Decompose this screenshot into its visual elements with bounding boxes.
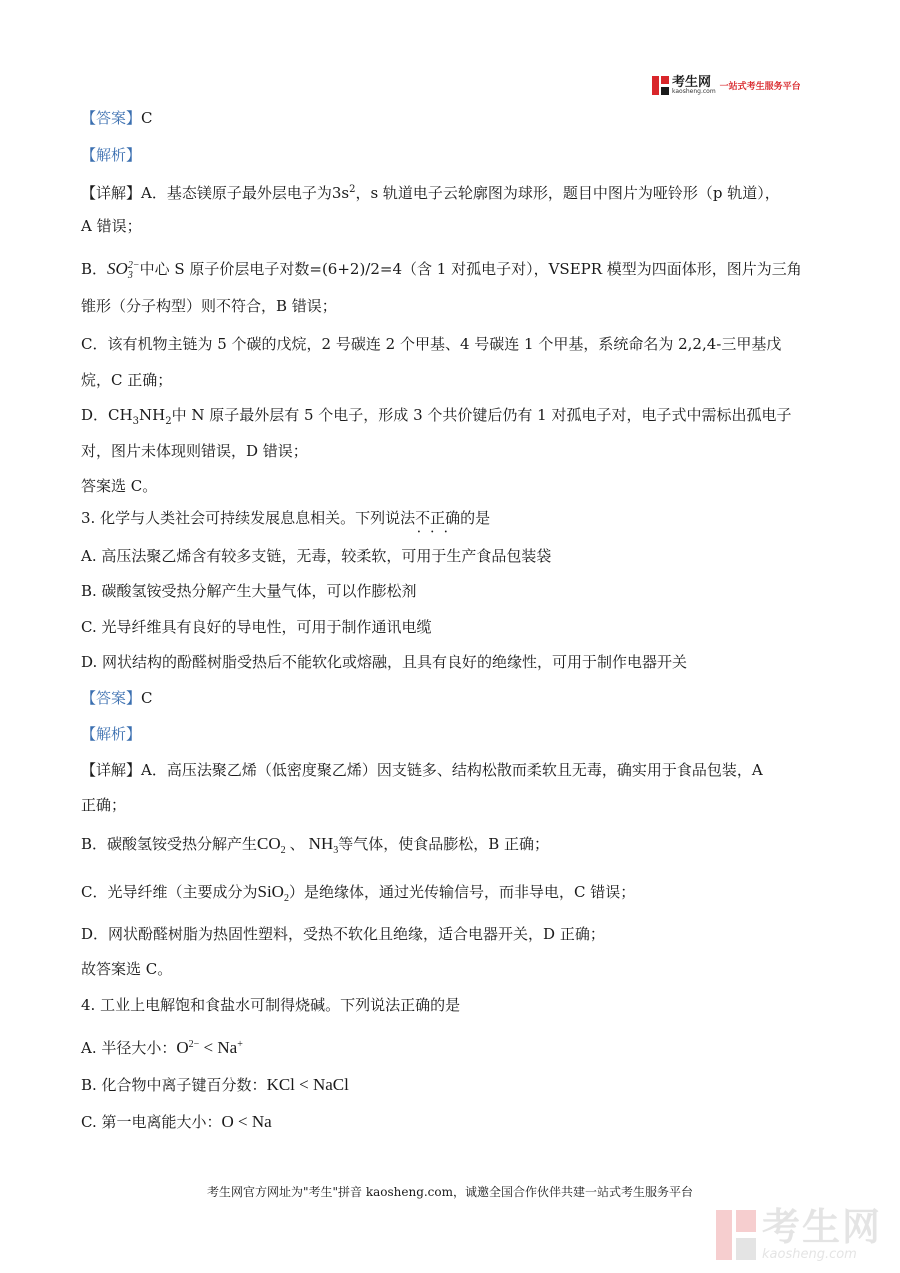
watermark <box>716 1207 882 1262</box>
q3-answer-line: 【答案】C <box>81 689 153 707</box>
answer-value: C <box>141 109 153 127</box>
q3-option-d: D. 网状结构的酚醛树脂受热后不能软化或熔融，且具有良好的绝缘性，可用于制作电器开关 <box>81 653 688 671</box>
detail-tag: 【详解】 <box>81 184 142 202</box>
q2-detail-b-line1: B．$SO_3^{2-}$中心 S 原子价层电子对数=(6+2)/2=4（含 1 对孤电子对），VSEPR 模型为四面体形，图片为三角 <box>81 259 802 281</box>
logo-mark-icon <box>652 76 669 95</box>
q2-detail-a-line1: 【详解】A．基态镁原子最外层电子为$3s^2$，s 轨道电子云轮廓图为球形，题目中图片为哑铃形（p 轨道）， <box>81 184 780 202</box>
q4-option-a: A. 半径大小：$O^{2-} < Na^+$ <box>81 1038 243 1057</box>
logo-name: 考生网 <box>672 75 712 90</box>
footer-text: 考生网官方网址为"考生"拼音 kaosheng.com，诚邀全国合作伙伴共建一站式考生服务平台 <box>206 1185 694 1199</box>
analysis-tag: 【解析】 <box>81 146 142 164</box>
q3-option-b: B. 碳酸氢铵受热分解产生大量气体，可以作膨松剂 <box>81 582 417 600</box>
sio2-formula: SiO$_2$ <box>257 882 289 904</box>
q2-detail-d-line1: D．$CH_3NH_2$中 N 原子最外层有 5 个电子，形成 3 个共价键后仍有 1 对孤电子对，电子式中需标出孤电子 <box>81 406 792 427</box>
q2-detail-a-line2: A 错误； <box>81 217 142 235</box>
answer-tag: 【答案】 <box>81 109 142 127</box>
q3-option-a: A. 高压法聚乙烯含有较多支链，无毒，较柔软，可用于生产食品包装袋 <box>81 547 552 565</box>
q3-analysis-tag: 【解析】 <box>81 725 142 743</box>
q4-option-b: B. 化合物中离子键百分数：KCl < NaCl <box>81 1075 349 1094</box>
q2-detail-c-line2: 烷，C 正确； <box>81 371 173 389</box>
q2-detail-d-line2: 对，图片未体现则错误，D 错误； <box>81 442 308 460</box>
logo-domain: kaosheng.com <box>672 88 716 95</box>
logo-slogan: 一站式考生服务平台 <box>719 82 801 92</box>
q3-option-c: C. 光导纤维具有良好的导电性，可用于制作通讯电缆 <box>81 618 432 636</box>
q2-detail-b-line2: 锥形（分子构型）则不符合，B 错误； <box>81 297 337 315</box>
header-logo <box>652 76 801 95</box>
emphasis-text: 不正确 • • • <box>415 509 460 527</box>
q3-detail-a-line2: 正确； <box>81 796 127 814</box>
q4-stem: 4. 工业上电解饱和食盐水可制得烧碱。下列说法正确的是 <box>81 996 461 1014</box>
q4-option-c: C. 第一电离能大小：O < Na <box>81 1112 272 1131</box>
q3-detail-a-line1: 【详解】A．高压法聚乙烯（低密度聚乙烯）因支链多、结构松散而柔软且无毒，确实用于食品包装，A <box>81 761 763 779</box>
q2-answer-line <box>81 108 153 128</box>
q2-detail-c-line1: C．该有机物主链为 5 个碳的戊烷，2 号碳连 2 个甲基、4 号碳连 1 个甲基，系统命名为 2,2,4-三甲基戊 <box>81 335 782 353</box>
q3-conclusion: 故答案选 C。 <box>81 960 173 978</box>
radius-compare: $O^{2-} < Na^+$ <box>176 1038 243 1057</box>
so3-formula: $SO_3^{2-}$ <box>107 259 140 281</box>
nh3-formula: $NH_3$ <box>308 834 339 856</box>
watermark-name: 考生网 <box>762 1205 883 1249</box>
q3-detail-b: B．碳酸氢铵受热分解产生$CO_2$ 、 $NH_3$等气体，使食品膨松，B 正确； <box>81 834 550 856</box>
watermark-logo-icon <box>716 1210 756 1260</box>
q2-conclusion: 答案选 C。 <box>81 477 158 495</box>
q3-stem: 3. 化学与人类社会可持续发展息息相关。下列说法不正确 • • •的是 <box>81 508 490 528</box>
watermark-domain: kaosheng.com <box>762 1247 857 1262</box>
q3-detail-d: D．网状酚醛树脂为热固性塑料，受热不软化且绝缘，适合电器开关，D 正确； <box>81 925 605 943</box>
q3-detail-c: C．光导纤维（主要成分为SiO$_2$）是绝缘体，通过光传输信号，而非导电，C 错误； <box>81 882 636 904</box>
ionic-compare: KCl < NaCl <box>266 1075 349 1094</box>
ionization-compare: O < Na <box>221 1112 272 1131</box>
co2-formula: $CO_2$ <box>257 834 286 856</box>
